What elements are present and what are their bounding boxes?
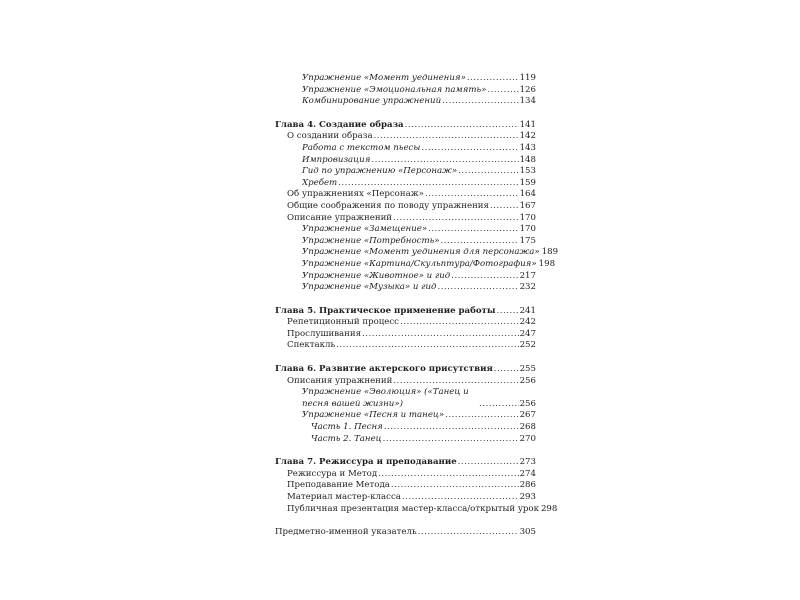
toc-entry bbox=[275, 410, 536, 422]
toc-page-number: 164 bbox=[519, 189, 536, 200]
section-gap bbox=[275, 352, 536, 364]
toc-page-number: 267 bbox=[519, 410, 536, 421]
toc-chapter-entry bbox=[275, 457, 536, 469]
toc-entry-label: Упражнение «Песня и танец» bbox=[302, 410, 445, 421]
toc-page-number: 170 bbox=[519, 224, 536, 235]
toc-entry bbox=[275, 236, 536, 248]
toc-entry-label: Упражнение «Замещение» bbox=[302, 224, 428, 235]
toc-entry bbox=[275, 329, 536, 341]
toc-entry-label: Материал мастер-класса bbox=[287, 492, 401, 502]
toc-entry-label: Часть 1. Песня bbox=[311, 422, 383, 433]
dot-leader bbox=[437, 282, 518, 294]
toc-chapter-entry bbox=[275, 120, 536, 132]
toc-entry bbox=[275, 189, 536, 201]
toc-entry-label: Прослушивания bbox=[287, 328, 362, 339]
toc-entry bbox=[275, 201, 536, 213]
toc-entry-label: Глава 4. Создание образа bbox=[275, 119, 404, 130]
toc-page-number: 242 bbox=[519, 317, 536, 328]
toc-entry-label: Работа с текстом пьесы bbox=[302, 142, 421, 153]
toc-page-number: 256 bbox=[519, 375, 536, 386]
toc-page-number: 189 bbox=[541, 247, 559, 258]
section-gap bbox=[275, 515, 536, 527]
toc-entry-label: Глава 5. Практическое применение работы bbox=[275, 305, 496, 316]
dot-leader bbox=[490, 201, 519, 213]
toc-page-number: 142 bbox=[519, 131, 536, 142]
toc-entry bbox=[275, 376, 536, 388]
dot-leader bbox=[428, 224, 519, 236]
section-gap bbox=[275, 108, 536, 120]
toc-entry-label: Репетиционный процесс bbox=[287, 317, 399, 328]
toc-entry-label: Комбинирование упражнений bbox=[302, 96, 442, 107]
dot-leader bbox=[374, 131, 519, 143]
toc-entry-label: Упражнение «Животное» и гид bbox=[302, 270, 451, 281]
toc-entry-label: Общие соображения по поводу упражнения bbox=[287, 200, 489, 211]
toc-page-number: 153 bbox=[519, 166, 536, 177]
toc-entry-label: Глава 6. Развитие актерского присутствия bbox=[275, 364, 493, 375]
toc-page-number: 270 bbox=[519, 433, 536, 444]
toc-page-number: 268 bbox=[519, 422, 536, 433]
toc-page-number: 255 bbox=[519, 364, 536, 375]
dot-leader bbox=[442, 96, 518, 108]
toc-entry-label: Упражнение «Эмоциональная память» bbox=[302, 84, 487, 95]
toc-entry-label: Упражнение «Музыка» и гид bbox=[302, 282, 437, 293]
toc-page-number: 175 bbox=[519, 235, 536, 246]
toc-page-number: 126 bbox=[519, 84, 536, 95]
toc-entry bbox=[275, 340, 536, 352]
dot-leader bbox=[402, 492, 519, 504]
toc-page-number: 241 bbox=[519, 305, 536, 316]
toc-entry-label: Преподавание Метода bbox=[287, 480, 390, 491]
toc-page-number: 217 bbox=[519, 270, 536, 281]
toc-page-number: 143 bbox=[519, 142, 536, 153]
toc-entry-label: Об упражнениях «Персонаж» bbox=[287, 189, 424, 200]
dot-leader bbox=[479, 399, 519, 411]
toc-entry bbox=[275, 166, 536, 178]
dot-leader bbox=[497, 306, 519, 318]
dot-leader bbox=[458, 457, 519, 469]
dot-leader bbox=[421, 143, 518, 155]
dot-leader bbox=[494, 364, 519, 376]
toc-entry bbox=[275, 155, 536, 167]
dot-leader bbox=[336, 340, 518, 352]
dot-leader bbox=[378, 469, 518, 481]
toc-page-number: 247 bbox=[519, 328, 536, 339]
dot-leader bbox=[458, 166, 518, 178]
toc-chapter-entry bbox=[275, 306, 536, 318]
toc-page-number: 167 bbox=[519, 200, 536, 211]
table-of-contents bbox=[275, 73, 559, 539]
toc-entry-label: О создании образа bbox=[287, 131, 373, 142]
toc-entry-label: Импровизация bbox=[302, 154, 371, 165]
toc-entry bbox=[275, 213, 536, 225]
dot-leader bbox=[441, 236, 519, 248]
toc-entry bbox=[275, 527, 536, 539]
toc-page-number: 232 bbox=[519, 282, 536, 293]
dot-leader bbox=[371, 155, 518, 167]
toc-page-number: 305 bbox=[519, 527, 536, 538]
dot-leader bbox=[391, 480, 519, 492]
dot-leader bbox=[338, 178, 518, 190]
toc-entry bbox=[275, 247, 559, 259]
toc-entry bbox=[275, 317, 536, 329]
dot-leader bbox=[467, 73, 519, 85]
toc-entry bbox=[275, 271, 536, 283]
toc-entry bbox=[275, 480, 536, 492]
dot-leader bbox=[425, 189, 519, 201]
dot-leader bbox=[400, 317, 519, 329]
toc-entry-label: Описание упражнений bbox=[287, 212, 393, 223]
dot-leader bbox=[393, 213, 519, 225]
toc-page-number: 273 bbox=[519, 457, 536, 468]
toc-page-number: 252 bbox=[519, 340, 536, 351]
dot-leader bbox=[405, 120, 519, 132]
toc-chapter-entry bbox=[275, 364, 536, 376]
toc-entry-label: Часть 2. Танец bbox=[311, 433, 382, 444]
dot-leader bbox=[418, 527, 519, 539]
toc-entry-label: Упражнение «Момент уединения для персонажа» bbox=[302, 247, 540, 258]
toc-page-number: 274 bbox=[519, 468, 536, 479]
toc-page-number: 134 bbox=[519, 96, 536, 107]
toc-page-number: 198 bbox=[538, 258, 556, 269]
toc-entry-label: Предметно-именной указатель bbox=[275, 527, 417, 538]
dot-leader bbox=[451, 271, 518, 283]
section-gap bbox=[275, 294, 536, 306]
toc-page-number: 148 bbox=[519, 154, 536, 165]
section-gap bbox=[275, 445, 536, 457]
toc-entry bbox=[275, 387, 536, 410]
toc-entry-label: Описания упражнений bbox=[287, 375, 393, 386]
toc-entry-label: Упражнение «Картина/Скульптура/Фотография» bbox=[302, 258, 537, 269]
toc-entry bbox=[275, 258, 556, 271]
toc-entry-label: Упражнение «Эволюция» («Танец и песня вашей жизни») bbox=[302, 387, 469, 409]
toc-page-number: 286 bbox=[519, 480, 536, 491]
toc-entry bbox=[275, 469, 536, 481]
toc-entry bbox=[275, 224, 536, 236]
toc-entry-label: Хребет bbox=[302, 177, 338, 188]
dot-leader bbox=[384, 422, 519, 434]
toc-page-number: 141 bbox=[519, 119, 536, 130]
toc-entry-label: Глава 7. Режиссура и преподавание bbox=[275, 457, 457, 468]
toc-page-number: 159 bbox=[519, 177, 536, 188]
toc-entry bbox=[275, 96, 536, 108]
toc-entry-label: Публичная презентация мастер-класса/открытый урок bbox=[287, 503, 539, 514]
dot-leader bbox=[383, 434, 519, 446]
toc-entry bbox=[275, 422, 536, 434]
toc-entry bbox=[275, 73, 536, 85]
toc-page-number: 256 bbox=[519, 398, 536, 409]
toc-entry bbox=[275, 131, 536, 143]
dot-leader bbox=[393, 376, 518, 388]
toc-entry-label: Упражнение «Потребность» bbox=[302, 235, 440, 246]
toc-entry-label: Режиссура и Метод bbox=[287, 468, 378, 479]
toc-entry bbox=[275, 503, 558, 516]
toc-entry bbox=[275, 434, 536, 446]
dot-leader bbox=[445, 410, 518, 422]
toc-entry-label: Спектакль bbox=[287, 340, 336, 351]
toc-page-number: 298 bbox=[540, 503, 558, 514]
toc-entry bbox=[275, 143, 536, 155]
dot-leader bbox=[487, 85, 518, 97]
toc-entry-label: Гид по упражнению «Персонаж» bbox=[302, 166, 458, 177]
toc-entry bbox=[275, 282, 536, 294]
toc-page-number: 293 bbox=[519, 492, 536, 502]
toc-entry bbox=[275, 492, 536, 504]
toc-entry-label: Упражнение «Момент уединения» bbox=[302, 73, 466, 83]
toc-entry bbox=[275, 85, 536, 97]
dot-leader bbox=[362, 329, 519, 341]
toc-page-number: 119 bbox=[519, 73, 536, 83]
toc-entry bbox=[275, 178, 536, 190]
toc-page-number: 170 bbox=[519, 212, 536, 223]
